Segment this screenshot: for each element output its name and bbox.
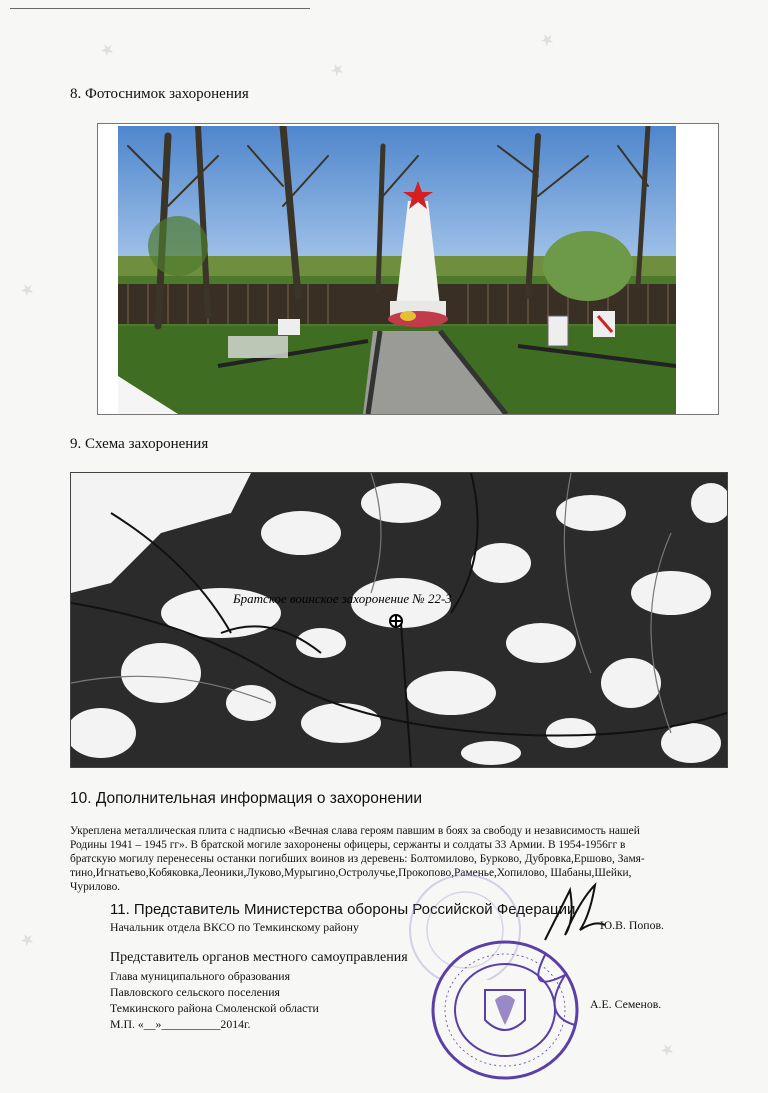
local-position-line: Павловского сельского поселения [110, 985, 280, 999]
burial-photo-image [118, 126, 676, 414]
info-line: Укреплена металлическая плита с надписью «Вечная слава героям павшим в боях за свободу и независимость нашей [70, 825, 640, 837]
info-line: тино,Игнатьево,Кобяковка,Леоники,Луково,Мурыгино,Остролучье,Прокопово,Раменье,Хопилово, Шабаны,Шейки, [70, 867, 632, 879]
local-position-line: Темкинского района Смоленской области [110, 1001, 319, 1015]
top-rule [10, 8, 310, 9]
map-image [71, 473, 727, 767]
info-line: Чурилово. [70, 881, 121, 893]
scheme-section-heading: 9. Схема захоронения [70, 436, 209, 452]
watermark-logo: ★ [16, 927, 38, 952]
info-line: Родины 1941 – 1945 гг». В братской могиле захоронены офицеры, сержанты и солдаты 33 Армии. В 1954-1956гг в [70, 839, 626, 851]
info-section-heading: 10. Дополнительная информация о захоронении [70, 790, 422, 807]
watermark-logo: ★ [536, 27, 558, 52]
watermark-logo: ★ [16, 277, 38, 302]
local-signatory-name: А.Е. Семенов. [590, 997, 662, 1011]
burial-photo [97, 123, 719, 415]
burial-scheme-map [70, 472, 728, 768]
info-line: братскую могилу перенесены останки погибших воинов из деревень: Болтомилово, Бурково, Дубровка,Ершово, Замя- [70, 853, 645, 865]
local-position-line: Глава муниципального образования [110, 969, 291, 983]
photo-section-heading: 8. Фотоснимок захоронения [70, 86, 249, 102]
watermark-logo: ★ [96, 37, 118, 62]
watermark-logo: ★ [326, 57, 348, 82]
map-caption: Братское воинское захоронение № 22-3 [233, 591, 452, 606]
ministry-representative-heading: 11. Представитель Министерства обороны Российской Федерации [110, 901, 576, 918]
watermark-logo: ★ [656, 1037, 678, 1062]
ministry-position: Начальник отдела ВКСО по Темкинскому району [110, 920, 359, 934]
ministry-signatory-name: Ю.В. Попов. [600, 918, 664, 932]
local-representative-heading: Представитель органов местного самоуправления [110, 950, 408, 965]
official-stamp-seal [425, 935, 585, 1085]
stamp-date-line: М.П. «__»__________2014г. [110, 1017, 251, 1031]
